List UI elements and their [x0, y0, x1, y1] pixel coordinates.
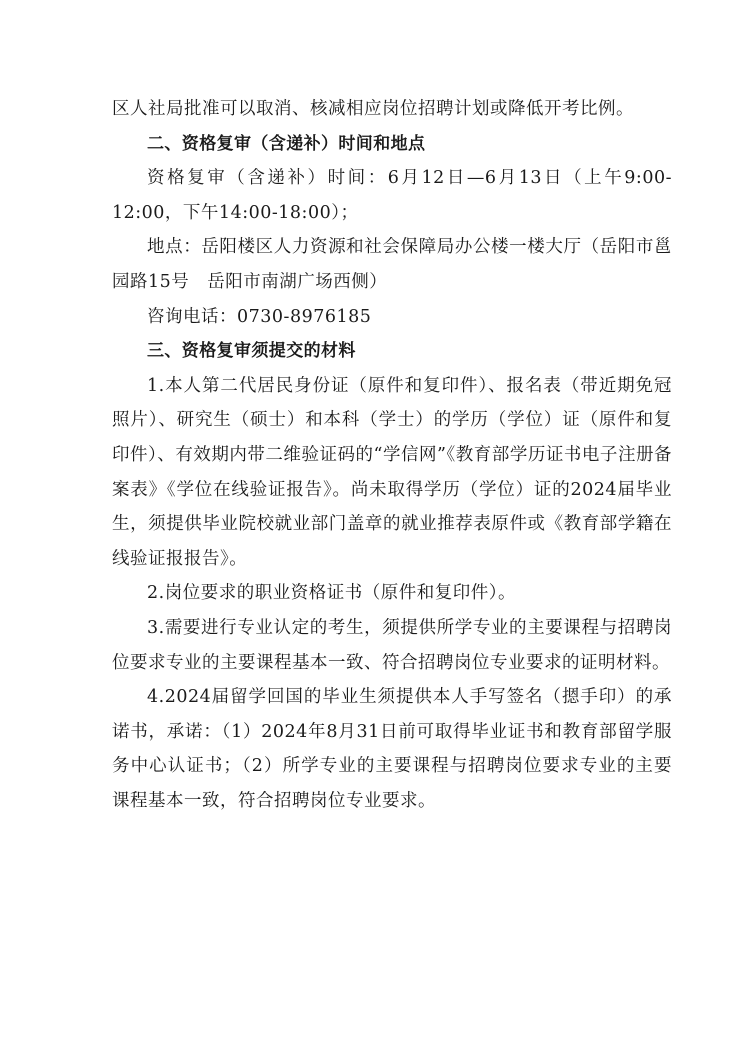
- paragraph-phone: 咨询电话：0730-8976185: [147, 306, 372, 327]
- section-heading-2: 二、资格复审（含递补）时间和地点: [147, 133, 426, 154]
- paragraph-continuation: 区人社局批准可以取消、核减相应岗位招聘计划或降低开考比例。: [112, 99, 634, 119]
- document-body: [112, 92, 672, 818]
- list-item-1: 1.本人第二代居民身份证（原件和复印件）、报名表（带近期免冠照片）、研究生（硕士）和本科（学士）的学历（学位）证（原件和复印件）、有效期内带二维验证码的“学信网”《教育部学历证书电子注册备案表》《学位在线验证报告》。尚未取得学历（学位）证的2024届毕业生，须提供毕业院校就业部门盖章的就业推荐表原件或《教育部学籍在线验证报报告》。: [112, 375, 672, 569]
- list-item-4: 4.2024届留学回国的毕业生须提供本人手写签名（摁手印）的承诺书，承诺：（1）2024年8月31日前可取得毕业证书和教育部留学服务中心认证书；（2）所学专业的主要课程与招聘岗位要求专业的主要课程基本一致，符合招聘岗位专业要求。: [112, 687, 672, 811]
- list-item-3: 3.需要进行专业认定的考生，须提供所学专业的主要课程与招聘岗位要求专业的主要课程基本一致、符合招聘岗位专业要求的证明材料。: [112, 617, 672, 673]
- paragraph-review-time: 资格复审（含递补）时间：6月12日—6月13日（上午9:00-12:00，下午14:00-18:00）；: [112, 168, 672, 223]
- section-heading-3: 三、资格复审须提交的材料: [147, 341, 356, 362]
- paragraph-location: 地点：岳阳楼区人力资源和社会保障局办公楼一楼大厅（岳阳市邕园路15号 岳阳市南湖广场西侧）: [112, 237, 672, 292]
- list-item-2: 2.岗位要求的职业资格证书（原件和复印件）。: [147, 583, 516, 604]
